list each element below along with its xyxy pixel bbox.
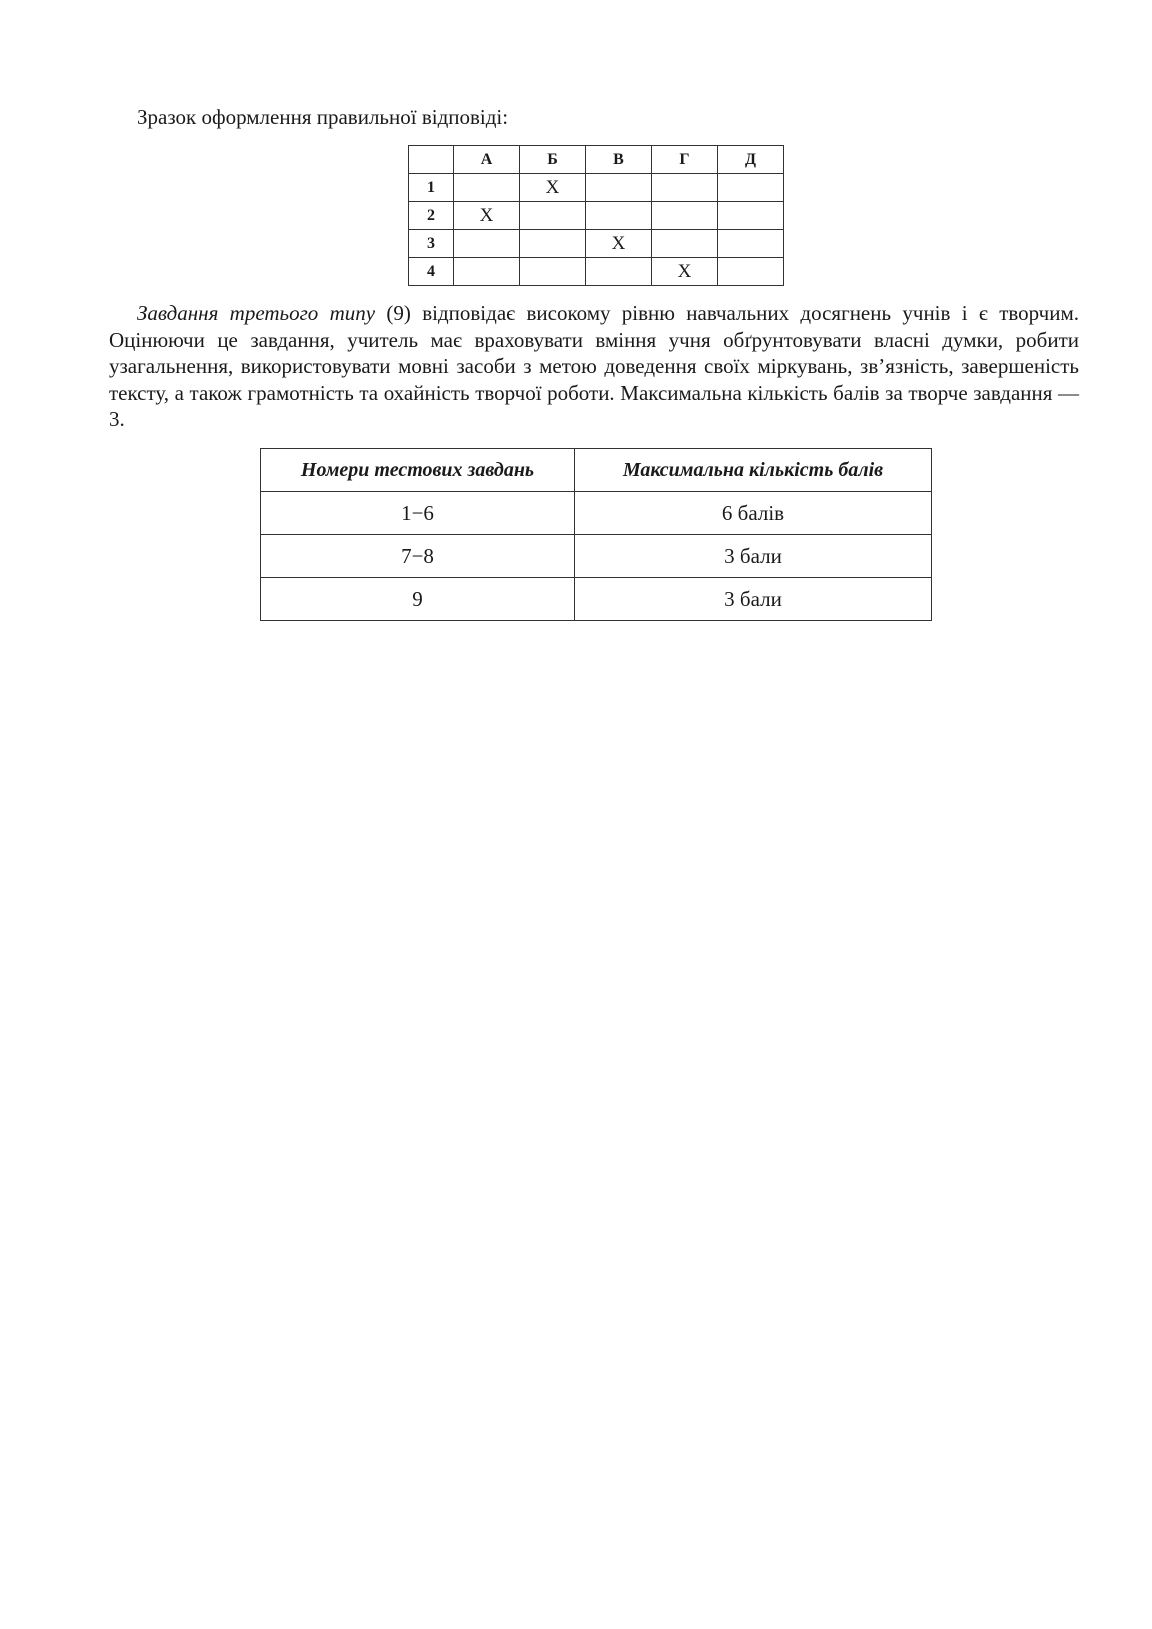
answer-grid-row-label: 1 bbox=[409, 174, 454, 202]
answer-grid-cell: X bbox=[652, 258, 718, 286]
answer-grid-col-header: А bbox=[454, 146, 520, 174]
answer-grid-cell bbox=[586, 258, 652, 286]
answer-grid-cell bbox=[652, 230, 718, 258]
answer-grid-cell bbox=[652, 202, 718, 230]
answer-grid-cell bbox=[718, 174, 784, 202]
answer-grid-col-header: В bbox=[586, 146, 652, 174]
answer-grid-cell bbox=[586, 202, 652, 230]
scores-header-row bbox=[261, 449, 932, 492]
answer-grid-row-label: 4 bbox=[409, 258, 454, 286]
answer-grid-row bbox=[409, 258, 784, 286]
scores-max-points: 3 бали bbox=[575, 535, 932, 578]
answer-grid-cell bbox=[454, 230, 520, 258]
answer-grid-cell bbox=[718, 258, 784, 286]
answer-grid-cell: X bbox=[454, 202, 520, 230]
answer-grid-col-header: Г bbox=[652, 146, 718, 174]
paragraph-body: (9) відповідає високому рівню навчальних досягнень учнів і є творчим. Оцінюючи це завдання, учитель має враховувати вміння учня обґрунтовувати власні думки, робити узагальнення, використовувати мовні засоби з метою доведення своїх міркувань, зв’язність, завершеність тексту, а також грамотність та охайність творчої роботи. Максимальна кількість балів за творче завдання — 3. bbox=[109, 301, 1080, 431]
scores-table bbox=[260, 448, 932, 621]
answer-grid-row-label: 2 bbox=[409, 202, 454, 230]
answer-grid-cell bbox=[586, 174, 652, 202]
answer-grid-col-header: Б bbox=[520, 146, 586, 174]
task-description-paragraph bbox=[109, 300, 1079, 433]
table-row bbox=[261, 535, 932, 578]
answer-grid-cell bbox=[454, 174, 520, 202]
answer-grid-cell bbox=[718, 202, 784, 230]
scores-max-points: 6 балів bbox=[575, 492, 932, 535]
paragraph-italic-lead: Завдання третього типу bbox=[137, 301, 376, 325]
intro-text: Зразок оформлення правильної відповіді: bbox=[137, 105, 509, 129]
answer-grid-cell bbox=[520, 258, 586, 286]
answer-grid-cell: X bbox=[520, 174, 586, 202]
answer-grid-col-header: Д bbox=[718, 146, 784, 174]
scores-task-numbers: 9 bbox=[261, 578, 575, 621]
answer-grid-row bbox=[409, 202, 784, 230]
answer-grid-cell bbox=[454, 258, 520, 286]
table-row bbox=[261, 578, 932, 621]
scores-task-numbers: 7−8 bbox=[261, 535, 575, 578]
answer-sample-grid bbox=[408, 145, 784, 286]
answer-grid-row bbox=[409, 174, 784, 202]
answer-grid-corner bbox=[409, 146, 454, 174]
answer-grid-cell bbox=[652, 174, 718, 202]
answer-grid-row-label: 3 bbox=[409, 230, 454, 258]
scores-header-tasks: Номери тестових завдань bbox=[261, 449, 575, 492]
scores-header-max-points: Максимальна кількість балів bbox=[575, 449, 932, 492]
answer-grid-cell: X bbox=[586, 230, 652, 258]
answer-grid-row bbox=[409, 230, 784, 258]
answer-grid-cell bbox=[718, 230, 784, 258]
scores-task-numbers: 1−6 bbox=[261, 492, 575, 535]
answer-grid-cell bbox=[520, 202, 586, 230]
answer-grid-cell bbox=[520, 230, 586, 258]
scores-max-points: 3 бали bbox=[575, 578, 932, 621]
answer-grid-header-row bbox=[409, 146, 784, 174]
table-row bbox=[261, 492, 932, 535]
